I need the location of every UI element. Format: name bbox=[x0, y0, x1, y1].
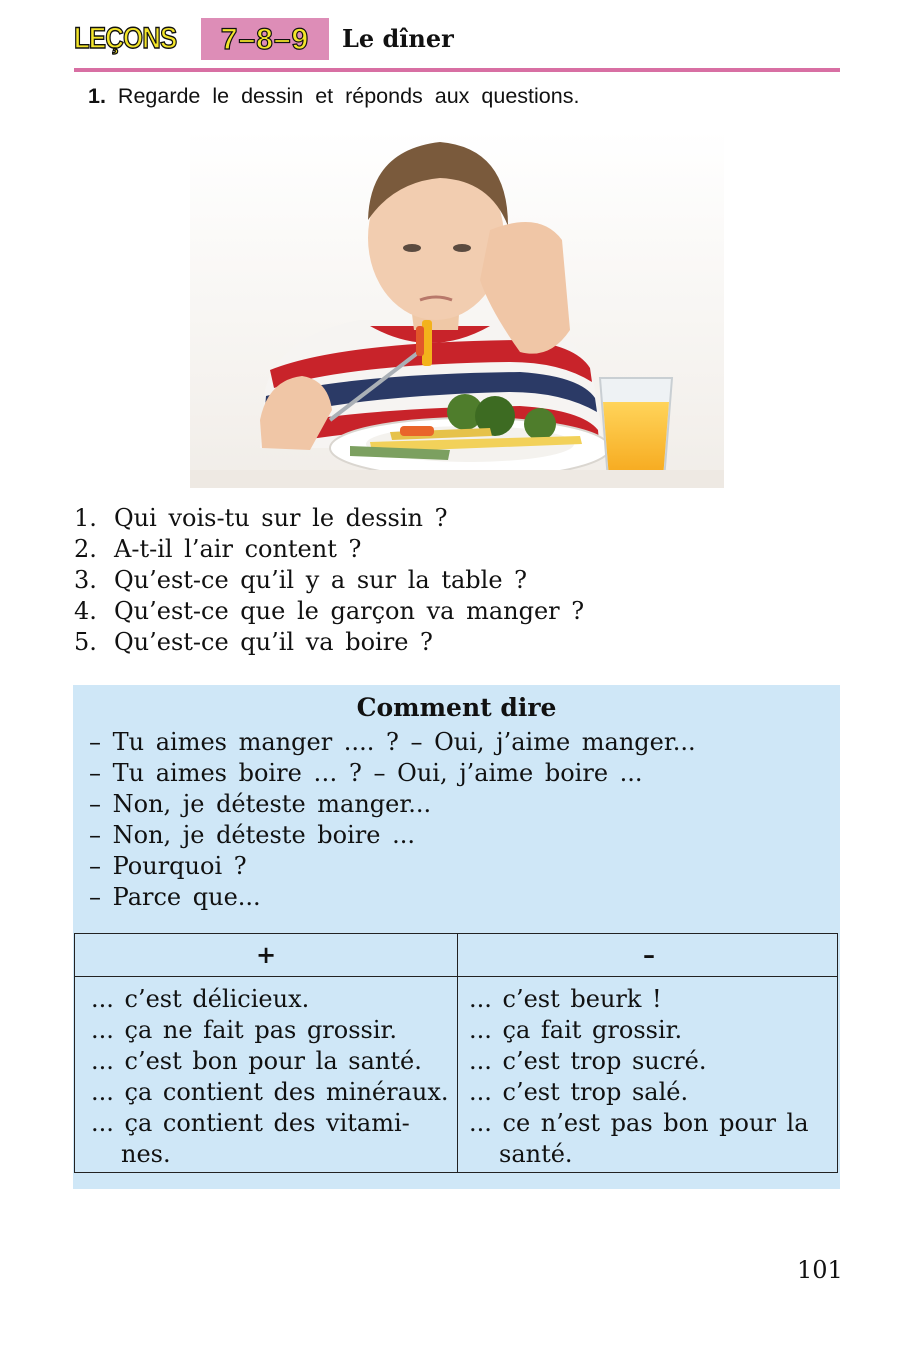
question-number: 4. bbox=[74, 597, 97, 625]
phrase-item: – Non, je déteste manger... bbox=[89, 790, 432, 818]
table-cell-line: ... ça ne fait pas grossir. bbox=[91, 1016, 397, 1044]
table-cell-line: ... c’est bon pour la santé. bbox=[91, 1047, 422, 1075]
minus-header: – bbox=[643, 940, 655, 969]
phrase-item: – Tu aimes manger .... ? – Oui, j’aime manger... bbox=[89, 728, 696, 756]
table-cell-continuation: nes. bbox=[121, 1140, 171, 1168]
question-number: 3. bbox=[74, 566, 97, 594]
phrase-item: – Pourquoi ? bbox=[89, 852, 247, 880]
list-item bbox=[74, 503, 584, 534]
exercise-instruction bbox=[88, 84, 579, 109]
question-text: Qui vois-tu sur le dessin ? bbox=[114, 504, 448, 532]
question-text: A-t-il l’air content ? bbox=[114, 535, 362, 563]
plus-column bbox=[91, 984, 449, 1170]
boy-at-dinner-photo bbox=[190, 130, 724, 488]
table-cell-line: ... c’est trop salé. bbox=[469, 1078, 689, 1106]
question-number: 5. bbox=[74, 628, 97, 656]
table-cell-line: ... c’est trop sucré. bbox=[469, 1047, 707, 1075]
table-cell-line: ... ce n’est pas bon pour la bbox=[469, 1109, 809, 1137]
column-divider bbox=[457, 934, 458, 1172]
table-cell-line bbox=[469, 1139, 809, 1170]
panel-title: Comment dire bbox=[356, 693, 557, 722]
pros-cons-table bbox=[74, 933, 838, 1173]
phrase-item: – Non, je déteste boire ... bbox=[89, 821, 415, 849]
lesson-header bbox=[74, 18, 840, 72]
minus-column bbox=[469, 984, 809, 1170]
table-cell-line: ... c’est délicieux. bbox=[91, 985, 310, 1013]
table-cell-line: ... ça contient des minéraux. bbox=[91, 1078, 449, 1106]
table-cell-line: ... ça fait grossir. bbox=[469, 1016, 683, 1044]
table-cell-line bbox=[91, 1139, 449, 1170]
plus-header: + bbox=[255, 940, 277, 969]
list-item bbox=[74, 627, 584, 658]
phrase-item: – Tu aimes boire … ? – Oui, j’aime boire ... bbox=[89, 759, 643, 787]
question-number: 2. bbox=[74, 535, 97, 563]
exercise-number: 1. bbox=[88, 84, 106, 108]
list-item bbox=[74, 565, 584, 596]
lesson-numbers: 7–8–9 bbox=[201, 18, 329, 60]
lecons-label: LEÇONS bbox=[74, 22, 177, 55]
list-item bbox=[74, 534, 584, 565]
list-item bbox=[74, 596, 584, 627]
table-cell-line: ... ça contient des vitami- bbox=[91, 1109, 410, 1137]
page-number: 101 bbox=[797, 1256, 843, 1284]
exercise-text: Regarde le dessin et réponds aux questions. bbox=[117, 84, 580, 108]
question-number: 1. bbox=[74, 504, 97, 532]
lesson-title: Le dîner bbox=[342, 24, 454, 53]
question-text: Qu’est-ce qu’il y a sur la table ? bbox=[114, 566, 528, 594]
phrases-list bbox=[89, 727, 696, 913]
table-cell-continuation: santé. bbox=[499, 1140, 573, 1168]
questions-list bbox=[74, 503, 584, 658]
question-text: Qu’est-ce que le garçon va manger ? bbox=[114, 597, 585, 625]
table-header-row bbox=[75, 934, 837, 977]
header-rule bbox=[74, 68, 840, 72]
question-text: Qu’est-ce qu’il va boire ? bbox=[114, 628, 433, 656]
table-cell-line: ... c’est beurk ! bbox=[469, 985, 662, 1013]
phrase-item: – Parce que... bbox=[89, 883, 261, 911]
